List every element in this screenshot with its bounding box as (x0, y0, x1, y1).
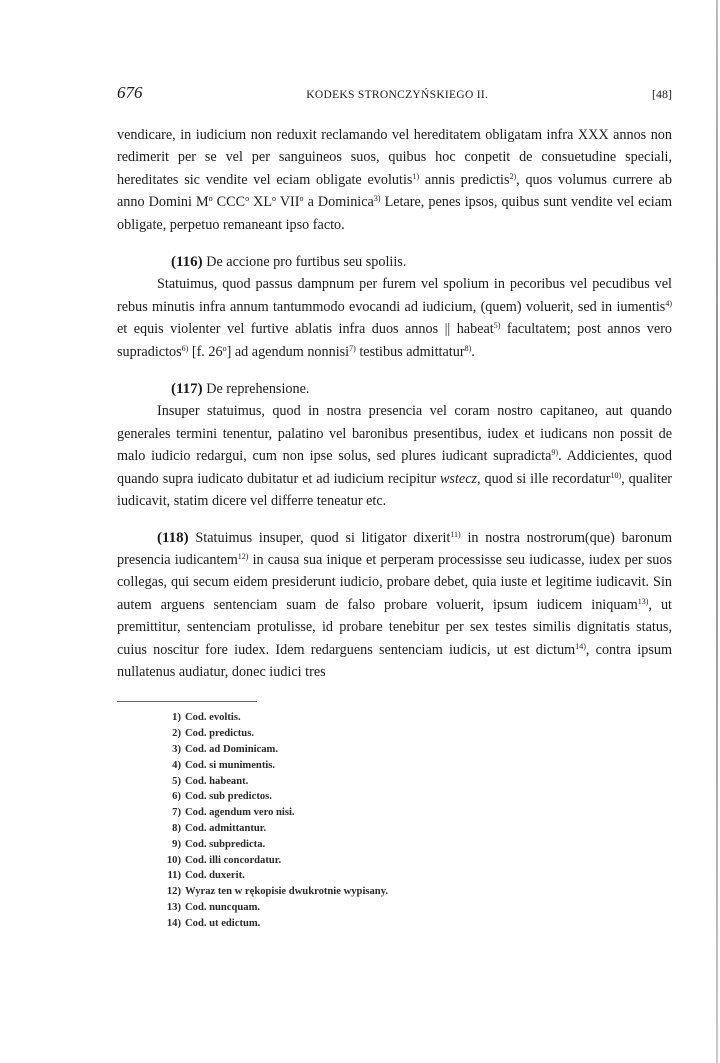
footnote-item: 12) Wyraz ten w rękopisie dwukrotnie wypisany. (166, 886, 389, 898)
footnote-ref: 1) (412, 171, 420, 181)
running-header (117, 83, 672, 105)
footnote-ref: 10) (610, 470, 622, 480)
footnote-item: 9) Cod. subpredicta. (172, 838, 266, 850)
footnote-ref: 12) (237, 551, 249, 561)
footnote-ref: 9) (551, 448, 559, 458)
page-number: 676 (117, 83, 143, 102)
section-heading-116: (116) De accione pro furtibus seu spoliis. (171, 254, 407, 271)
footnote-item: 2) Cod. predictus. (172, 728, 254, 740)
footnote-item: 10) Cod. illi concordatur. (166, 854, 282, 866)
footnote-item: 4) Cod. si munimentis. (172, 759, 276, 771)
footnote-item: 8) Cod. admittantur. (172, 822, 267, 834)
footnote-item: 11) Cod. duxerit. (167, 870, 245, 882)
footnote-separator (117, 701, 257, 702)
footnote-item: 6) Cod. sub predictos. (172, 791, 272, 803)
footnotes (163, 710, 672, 931)
section-marker: [48] (652, 87, 672, 101)
section-118-text: (118) Statuimus insuper, quod si litigator dixerit$^{11)}$ in nostra nostrorum(que) baronum presencia iudicantem$^{12)}$ in causa sua inique et perperam processisse seu iudicasse, iudex per suos collegas, qui secum eidem presiderunt iudicio, probare debet, quia iuste et legitime iudicavit. Sin autem arguens sentenciam suam de falso probare voluerit, ipsum iudicem iniquam$^{13)}$, ut premittitur, sentenciam protulisse, id probare tenebitur per sex testes similis dignitatis status, cuius noscitur fore iudex. Idem redarguens sentenciam iudicis, ut est dictum$^{14)}$, contra ipsum nullatenus audiatur, donec iudici tres (117, 529, 673, 680)
footnote-ref: 3) (373, 194, 381, 204)
footnote-item: 3) Cod. ad Dominicam. (172, 743, 278, 755)
footnote-ref: 11) (450, 529, 461, 539)
footnote-item: 13) Cod. nuncquam. (166, 901, 261, 913)
page-edge-line (716, 0, 718, 1063)
footnote-ref: 2) (509, 171, 517, 181)
document-page (117, 83, 672, 932)
footnote-ref: 14) (575, 641, 586, 651)
footnote-item: 5) Cod. habeant. (172, 775, 249, 787)
section-117-text: Insuper statuimus, quod in nostra presencia vel coram nostro capitaneo, aut quando generales termini tenentur, palatino vel baronibus presentibus, iudex et iudicans non possit de malo iudicio redargui, cum non ipse solus, sed plures iudicant supradicta$^{9)}$. Addicientes, quod quando supra iudicato dubitatur et ad iudicium recipitur wstecz, quod si ille recordatur$^{10)}$, qualiter iudicavit, statim dicere vel differre teneatur etc. (117, 403, 673, 510)
footnote-item: 14) Cod. ut edictum. (166, 917, 261, 929)
section-heading-117: (117) De reprehensione. (171, 381, 310, 398)
footnote-ref: 5) (493, 321, 501, 331)
footnote-ref: 4) (665, 298, 672, 308)
footnote-item: 7) Cod. agendum vero nisi. (172, 807, 295, 819)
footnote-ref: 8) (464, 343, 472, 353)
footnote-ref: 13) (637, 596, 649, 606)
footnote-item: 1) Cod. evoltis. (172, 712, 241, 724)
footnote-ref: 7) (349, 343, 356, 353)
running-title: KODEKS STRONCZYŃSKIEGO II. (306, 89, 489, 101)
paragraph-continuation: vendicare, in iudicium non reduxit reclamando vel hereditatem obligatam infra XXX annos non redimerit per se vel per sanguineos suos, quibus hoc conpetit de consuetudine speciali, hereditates sic vendite vel eciam obligate evolutis$^{1)}$ annis predictis$^{2)}$, quos volumus currere ab anno Domini $M^o$ CCC$^o$ $XL^o$ VII$^o$ a Dominica$^{3)}$ Letare, penes ipsos, quibus sunt vendite vel eciam obligate, perpetuo remaneant ipso facto. (117, 127, 673, 233)
body-text (117, 124, 672, 683)
footnote-ref: 6) (181, 343, 189, 353)
section-116-text: Statuimus, quod passus dampnum per furem vel spolium in pecoribus vel pecudibus vel rebus minutis infra annum tantummodo evocandi ad iudicium, (quem) voluerit, sed in iumentis$^{4)}$ et equis violenter vel furtive ablatis infra duos annos || habeat$^{5)}$ facultatem; post annos vero supradictos$^{6)}$ [f. 26$^o$] ad agendum nonnisi$^{7)}$ testibus admittatur$^{8)}$. (117, 276, 673, 360)
